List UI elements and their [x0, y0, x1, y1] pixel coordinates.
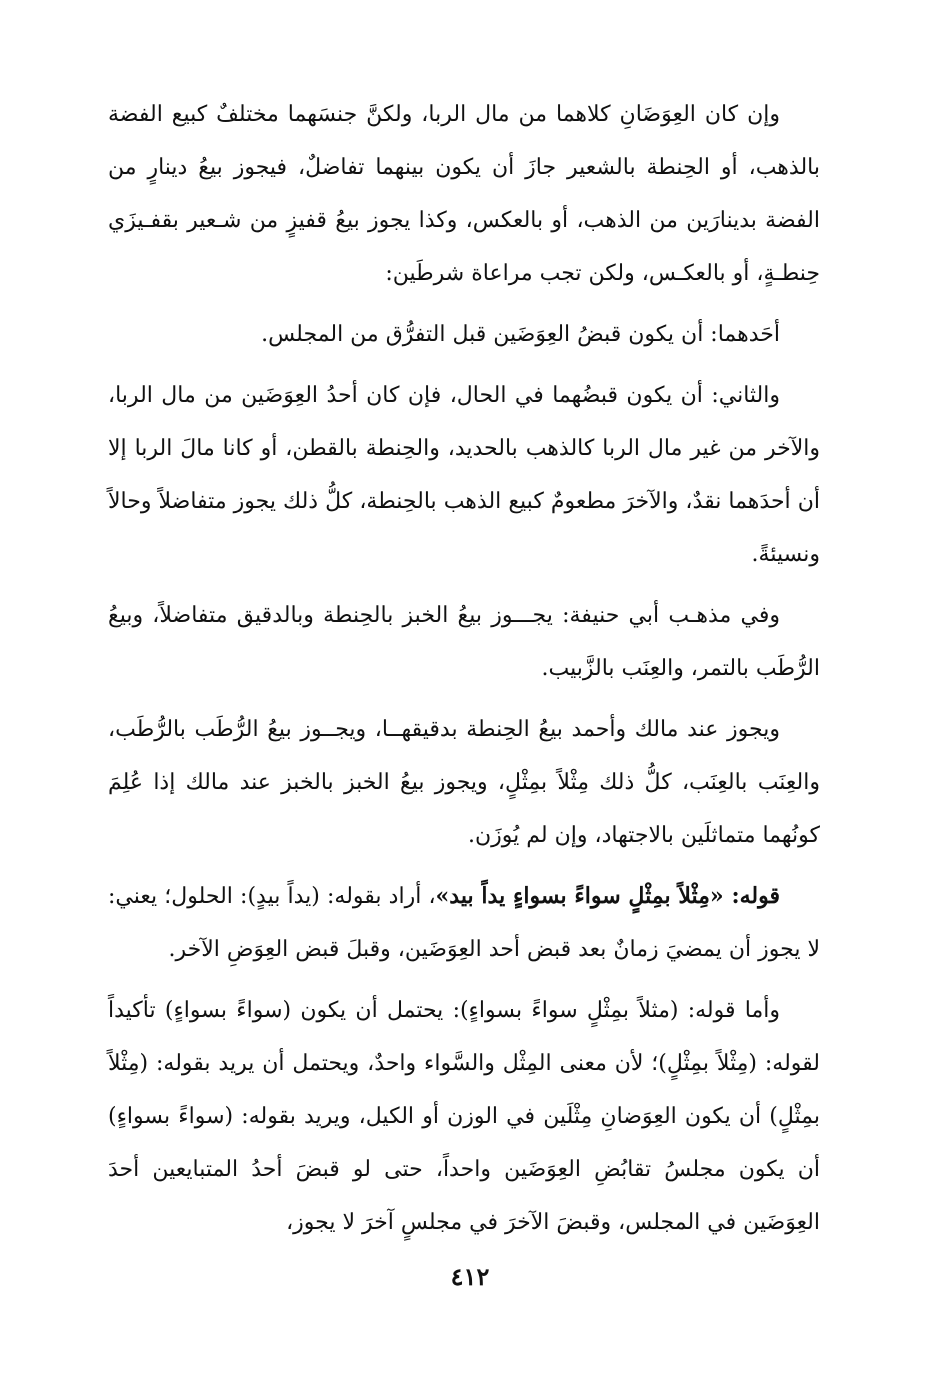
body-text — [108, 88, 820, 1257]
quoted-hadith-phrase: قوله: «مِثْلاً بمِثْلٍ سواءً بسواءٍ يداً بيد» — [435, 883, 780, 909]
paragraph-5: ويجوز عند مالك وأحمد بيعُ الحِنطة بدقيقهــا، ويجــوز بيعُ الرُّطَب بالرُّطَب، والعِنَب بالعِنَب، كلُّ ذلك مِثْلاً بمِثْلٍ، ويجوز بيعُ الخبز بالخبز عند مالك إذا عُلِمَ كونُهما متماثلَين بالاجتهاد، وإن لم يُوزَن. — [108, 717, 820, 848]
paragraph-1: وإن كان العِوَضَانِ كلاهما من مال الربا، ولكنَّ جنسَهما مختلفٌ كبيع الفضة بالذهب، أو الحِنطة بالشعير جازَ أن يكون بينهما تفاضلٌ، فيجوز بيعُ دينارٍ من الفضة بدينارَين من الذهب، أو بالعكس، وكذا يجوز بيعُ قفيزٍ من شـعير بقفـيزَي حِنطـةٍ، أو بالعكـس، ولكن تجب مراعاة شرطَين: — [108, 102, 820, 286]
paragraph-2: أحَدهما: أن يكون قبضُ العِوَضَين قبل التفرُّق من المجلس. — [261, 322, 780, 347]
page-number: ٤١٢ — [450, 1262, 490, 1291]
paragraph-3: والثاني: أن يكون قبضُهما في الحال، فإن كان أحدُ العِوَضَين من مال الربا، والآخر من غير مال الربا كالذهب بالحديد، والحِنطة بالقطن، أو كانا مالَ الربا إلا أن أحدَهما نقدٌ، والآخرَ مطعومٌ كبيع الذهب بالحِنطة، كلُّ ذلك يجوز متفاضلاً وحالاً ونسيئةً. — [108, 383, 820, 567]
paragraph-7: وأما قوله: (مثلاً بمِثْلٍ سواءً بسواءٍ): يحتمل أن يكون (سواءً بسواءٍ) تأكيداً لقوله: (مِثْلاً بمِثْلٍ)؛ لأن معنى المِثْل والسَّواء واحدٌ، ويحتمل أن يريد بقوله: (مِثْلاً بمِثْلٍ) أن يكون العِوَضانِ مِثْلَين في الوزن أو الكيل، ويريد بقوله: (سواءً بسواءٍ) أن يكون مجلسُ تقابُضِ العِوَضَين واحداً، حتى لو قبضَ أحدُ المتبايعين أحدَ العِوَضَين في المجلس، وقبضَ الآخرَ في مجلسٍ آخرَ لا يجوز، — [108, 998, 820, 1235]
paragraph-6-text: ، أراد بقوله: (يداً بيدٍ): الحلول؛ يعني: لا يجوز أن يمضيَ زمانٌ بعد قبض أحد العِوَضَين، وقبلَ قبض العِوَضِ الآخر. — [108, 884, 820, 962]
paragraph-6 — [108, 870, 820, 976]
paragraph-4: وفي مذهـب أبي حنيفة: يجـــوز بيعُ الخبز بالحِنطة وبالدقيق متفاضلاً، وبيعُ الرُّطَب بالتمر، والعِنَب بالزَّبيب. — [108, 603, 820, 681]
